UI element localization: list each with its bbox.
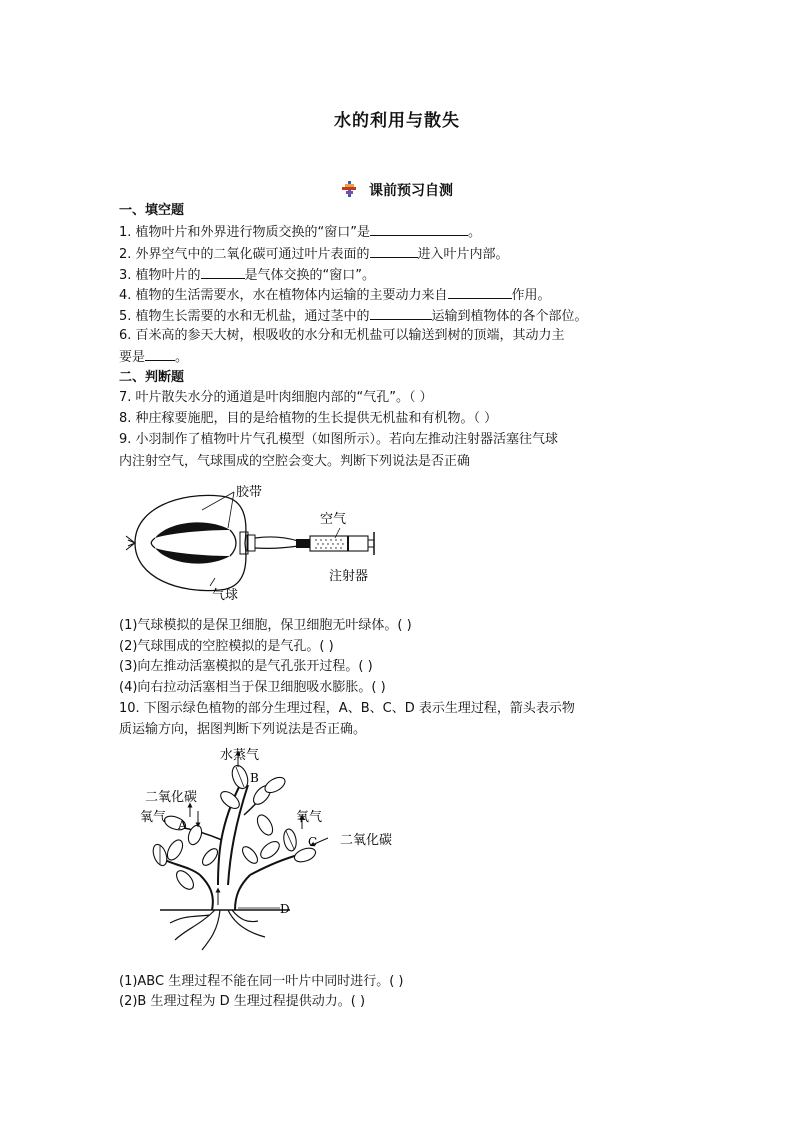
question-2: 2. 外界空气中的二氧化碳可通过叶片表面的 进入叶片内部。 [119,243,509,265]
air-label: 空气 [320,512,347,527]
question-10-item-2: (2)B 生理过程为 D 生理过程提供动力。( ) [119,994,366,1009]
syringe-label: 注射器 [329,569,369,584]
page-title: 水的利用与散失 [334,111,460,131]
o2-left-label: 氧气 [140,810,167,825]
co2-right-label: 二氧化碳 [340,833,393,848]
answer-blank-3[interactable] [201,264,245,279]
question-3: 3. 植物叶片的 是气体交换的“窗口”。 [119,264,375,286]
question-4: 4. 植物的生活需要水，水在植物体内运输的主要动力来自 作用。 [119,284,551,306]
question-9-item-3: (3)向左推动活塞模拟的是气孔张开过程。( ) [119,659,373,674]
question-1: 1. 植物叶片和外界进行物质交换的“窗口”是 。 [119,221,481,243]
question-9-item-1: (1)气球模拟的是保卫细胞，保卫细胞无叶绿体。( ) [119,618,412,633]
question-5: 5. 植物生长需要的水和无机盐，通过茎中的 运输到植物体的各个部位。 [119,305,588,327]
co2-left-label: 二氧化碳 [145,790,198,805]
o2-right-label: 氧气 [296,810,323,825]
answer-blank-2[interactable] [370,243,418,258]
balloon-label: 气球 [212,588,239,603]
plant-process-figure [140,745,420,955]
question-10-line-1: 10. 下图示绿色植物的部分生理过程，A、B、C、D 表示生理过程，箭头表示物 [119,701,575,716]
process-a-label: A [178,818,187,832]
question-9-line-1: 9. 小羽制作了植物叶片气孔模型（如图所示）。若向左推动注射器活塞往气球 [119,432,559,447]
tape-label: 胶带 [236,485,263,500]
question-6-line-1: 6. 百米高的参天大树，根吸收的水分和无机盐可以输送到树的顶端，其动力主 [119,328,565,343]
section-heading [0,180,794,201]
water-vapor-label: 水蒸气 [220,748,260,763]
question-9-line-2: 内注射空气，气球围成的空腔会变大。判断下列说法是否正确 [119,454,471,469]
stomata-model-figure [120,480,410,605]
question-9-item-2: (2)气球围成的空腔模拟的是气孔。( ) [119,639,334,654]
judge-heading: 二、判断题 [119,370,185,385]
question-10-item-1: (1)ABC 生理过程不能在同一叶片中同时进行。( ) [119,974,404,989]
question-8: 8. 种庄稼要施肥，目的是给植物的生长提供无机盐和有机物。（ ） [119,411,498,426]
question-7: 7. 叶片散失水分的通道是叶肉细胞内部的“气孔”。（ ） [119,390,433,405]
section-heading-text: 课前预习自测 [369,183,453,199]
pushpin-icon [341,181,357,201]
process-c-label: C [308,835,318,849]
answer-blank-6[interactable] [145,346,175,361]
process-d-label: D [280,902,290,916]
process-b-label: B [250,771,259,785]
fill-in-heading: 一、填空题 [119,203,185,218]
question-6-line-2: 要是 。 [119,346,188,368]
question-10-line-2: 质运输方向，据图判断下列说法是否正确。 [119,722,367,737]
question-9-item-4: (4)向右拉动活塞相当于保卫细胞吸水膨胀。( ) [119,680,386,695]
answer-blank-1[interactable] [370,221,468,236]
answer-blank-5[interactable] [370,305,432,320]
answer-blank-4[interactable] [448,284,512,299]
